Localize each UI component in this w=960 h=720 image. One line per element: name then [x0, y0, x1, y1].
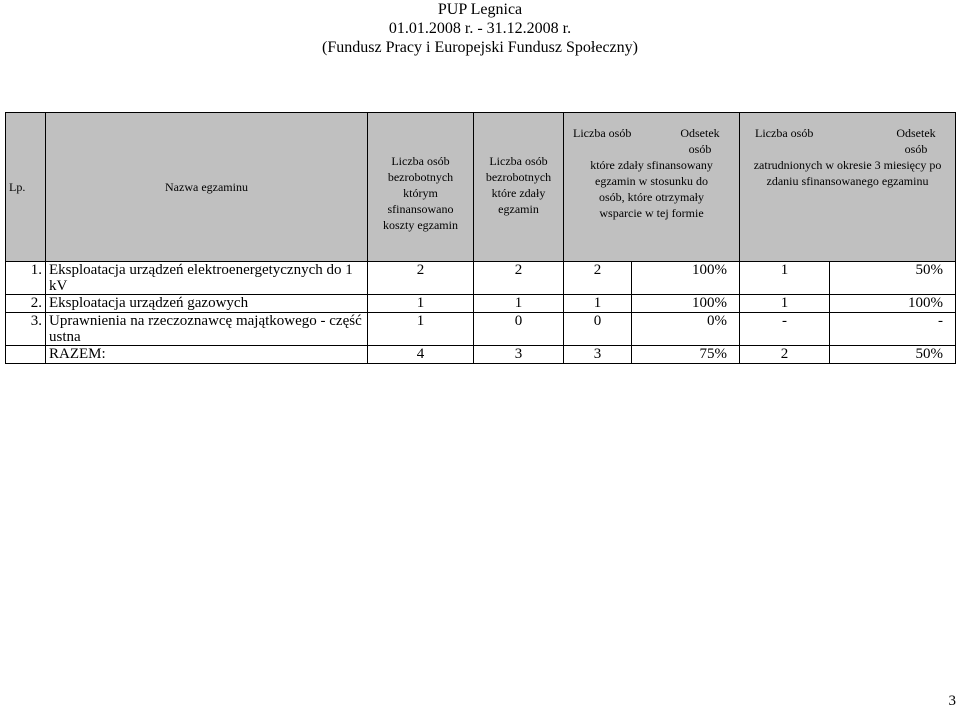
row-lp: 3.	[6, 313, 46, 346]
report-fund: (Fundusz Pracy i Europejski Fundusz Społeczny)	[322, 39, 638, 56]
row-emp-pct: 50%	[830, 262, 956, 295]
col-header-pf-desc: które zdały sfinansowany egzamin w stosunku do osób, które otrzymały wsparcie w tej formie	[590, 158, 713, 220]
total-pf-pct: 75%	[632, 346, 740, 364]
row-passed: 1	[474, 295, 564, 313]
col-header-funded: Liczba osób bezrobotnych którym sfinansowano koszty egzamin	[368, 113, 474, 262]
row-name: Eksploatacja urządzeń gazowych	[46, 295, 368, 313]
row-emp-count: -	[740, 313, 830, 346]
table-row	[6, 262, 956, 295]
row-passed: 2	[474, 262, 564, 295]
row-emp-pct: -	[830, 313, 956, 346]
row-pf-count: 0	[564, 313, 632, 346]
total-emp-pct: 50%	[830, 346, 956, 364]
total-emp-count: 2	[740, 346, 830, 364]
row-emp-count: 1	[740, 262, 830, 295]
exam-report-table	[5, 112, 956, 364]
row-name: Eksploatacja urządzeń elektroenergetycznych do 1 kV	[46, 262, 368, 295]
row-funded: 1	[368, 313, 474, 346]
total-label: RAZEM:	[46, 346, 368, 364]
page-number: 3	[948, 693, 956, 709]
col-header-emp-count: Liczba osób	[755, 126, 814, 140]
report-header	[0, 0, 960, 57]
col-header-passed-funded	[564, 113, 740, 262]
total-lp-empty	[6, 346, 46, 364]
table-row	[6, 313, 956, 346]
row-pf-count: 2	[564, 262, 632, 295]
report-period: 01.01.2008 r. - 31.12.2008 r.	[388, 20, 572, 37]
row-emp-count: 1	[740, 295, 830, 313]
row-lp: 2.	[6, 295, 46, 313]
total-passed: 3	[474, 346, 564, 364]
total-funded: 4	[368, 346, 474, 364]
col-header-pf-count: Liczba osób	[573, 126, 632, 140]
row-pf-pct: 0%	[632, 313, 740, 346]
total-pf-count: 3	[564, 346, 632, 364]
row-funded: 1	[368, 295, 474, 313]
col-header-emp-pct: Odsetek osób	[896, 126, 936, 156]
row-funded: 2	[368, 262, 474, 295]
report-title: PUP Legnica	[437, 1, 523, 18]
table-header-row	[6, 113, 956, 262]
row-pf-count: 1	[564, 295, 632, 313]
col-header-emp-desc: zatrudnionych w okresie 3 miesięcy po zdaniu sfinansowanego egzaminu	[753, 158, 942, 188]
table-row	[6, 295, 956, 313]
table-total-row	[6, 346, 956, 364]
col-header-pf-pct: Odsetek osób	[680, 126, 720, 156]
row-pf-pct: 100%	[632, 262, 740, 295]
col-header-passed: Liczba osób bezrobotnych które zdały egzamin	[474, 113, 564, 262]
row-emp-pct: 100%	[830, 295, 956, 313]
row-lp: 1.	[6, 262, 46, 295]
row-pf-pct: 100%	[632, 295, 740, 313]
row-passed: 0	[474, 313, 564, 346]
col-header-lp: Lp.	[6, 113, 46, 262]
col-header-employed	[740, 113, 956, 262]
col-header-name: Nazwa egzaminu	[46, 113, 368, 262]
row-name: Uprawnienia na rzeczoznawcę majątkowego - część ustna	[46, 313, 368, 346]
